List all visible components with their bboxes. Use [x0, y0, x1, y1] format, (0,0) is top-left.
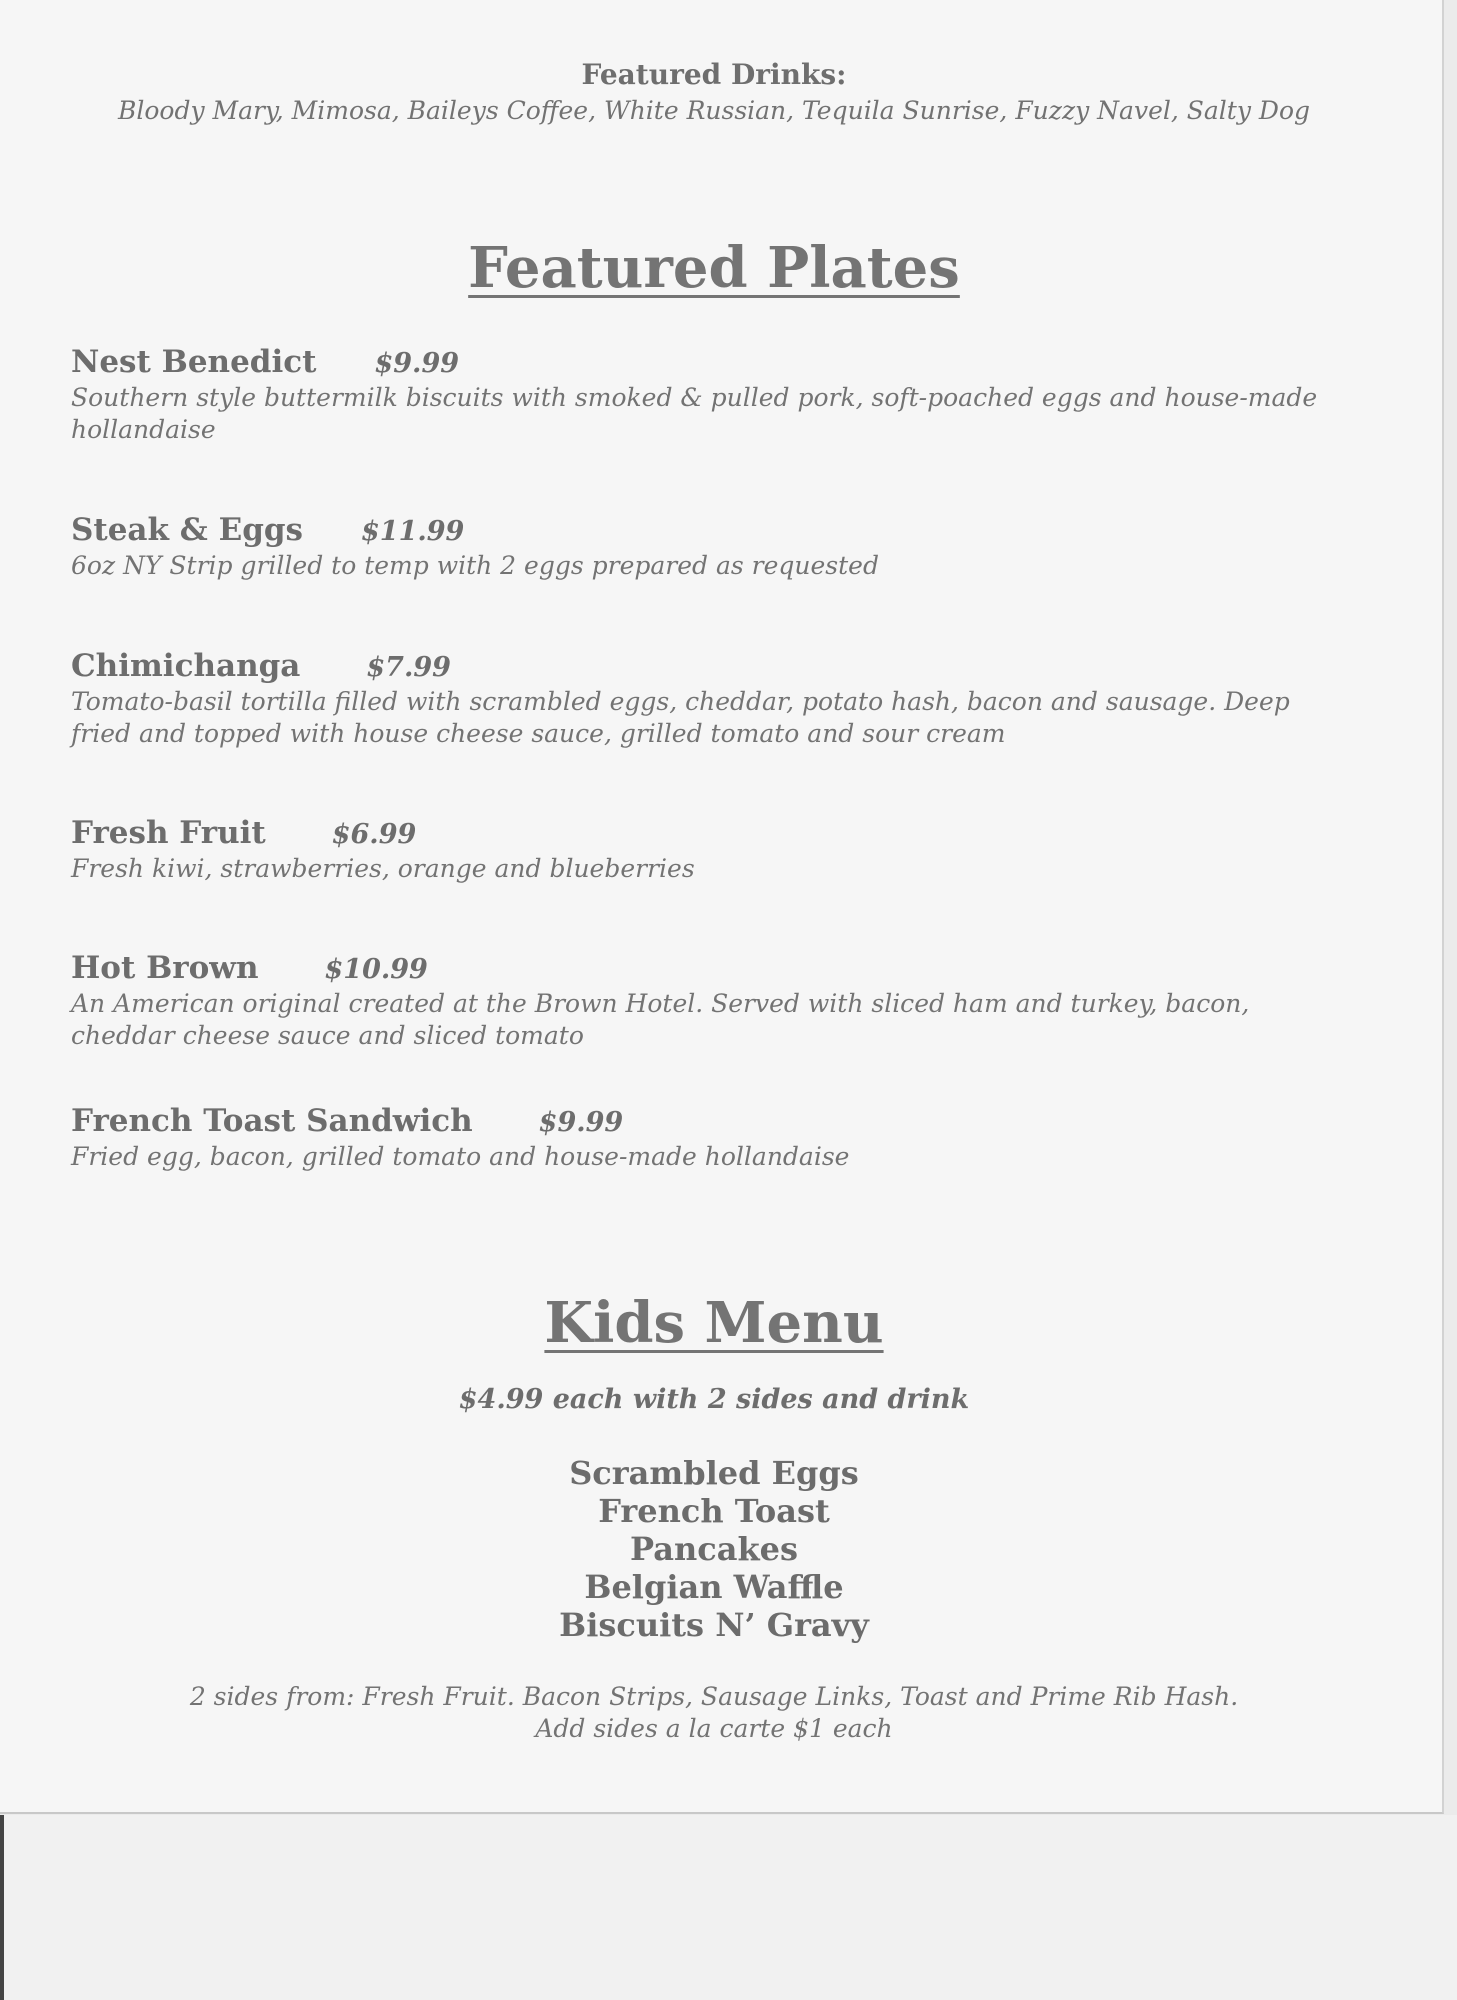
plate-name: French Toast Sandwich	[71, 1103, 473, 1139]
plate-item	[71, 1103, 1351, 1173]
sides-options-line: 2 sides from: Fresh Fruit. Bacon Strips, Sausage Links, Toast and Prime Rib Hash.	[189, 1682, 1239, 1711]
plate-name: Chimichanga	[71, 648, 301, 684]
plate-name: Nest Benedict	[71, 344, 317, 380]
featured-drinks-list: Bloody Mary, Mimosa, Baileys Coffee, White Russian, Tequila Sunrise, Fuzzy Navel, Salty Dog	[117, 96, 1311, 125]
plate-item	[71, 815, 1351, 885]
featured-plates-title-text: Featured Plates	[468, 235, 960, 301]
kids-menu-item: Biscuits N’ Gravy	[559, 1606, 869, 1644]
plate-name: Hot Brown	[71, 950, 259, 986]
plate-name: Fresh Fruit	[71, 815, 266, 851]
plate-item	[71, 648, 1351, 750]
plate-description: Fried egg, bacon, grilled tomato and house-made hollandaise	[71, 1142, 850, 1171]
plate-description: Southern style buttermilk biscuits with smoked & pulled pork, soft-poached eggs and house-made hollandaise	[71, 383, 1318, 444]
plate-item	[71, 512, 1351, 582]
kids-menu-title	[0, 1290, 1428, 1356]
plate-description: 6oz NY Strip grilled to temp with 2 eggs prepared as requested	[71, 551, 879, 580]
plate-item	[71, 950, 1351, 1052]
featured-plates-title	[0, 235, 1428, 301]
kids-menu-price-note: $4.99 each with 2 sides and drink	[458, 1384, 970, 1415]
plate-price: $11.99	[361, 516, 465, 547]
page-underlay	[0, 1815, 1457, 2000]
plate-price: $10.99	[324, 954, 428, 985]
plate-description: Fresh kiwi, strawberries, orange and blueberries	[71, 854, 695, 883]
sides-note	[0, 1681, 1428, 1745]
featured-drinks-title: Featured Drinks:	[581, 58, 847, 91]
kids-menu-item: French Toast	[598, 1492, 830, 1530]
kids-menu-items	[0, 1454, 1428, 1644]
sides-a-la-carte-line: Add sides a la carte $1 each	[535, 1714, 893, 1743]
plate-item	[71, 344, 1351, 446]
plate-price: $9.99	[374, 348, 460, 379]
plate-name: Steak & Eggs	[71, 512, 304, 548]
kids-menu-item: Belgian Waffle	[584, 1568, 844, 1606]
kids-menu-item: Scrambled Eggs	[569, 1454, 859, 1492]
kids-menu-title-text: Kids Menu	[544, 1290, 884, 1356]
plate-price: $7.99	[366, 652, 451, 683]
plate-price: $9.99	[538, 1107, 624, 1138]
plate-description: An American original created at the Brown Hotel. Served with sliced ham and turkey, bacon, cheddar cheese sauce and sliced tomato	[71, 989, 1250, 1050]
kids-menu-item: Pancakes	[630, 1530, 798, 1568]
plate-price: $6.99	[331, 819, 417, 850]
plate-description: Tomato-basil tortilla filled with scrambled eggs, cheddar, potato hash, bacon and sausage. Deep fried and topped with house cheese sauce, grilled tomato and sour cream	[71, 687, 1290, 748]
